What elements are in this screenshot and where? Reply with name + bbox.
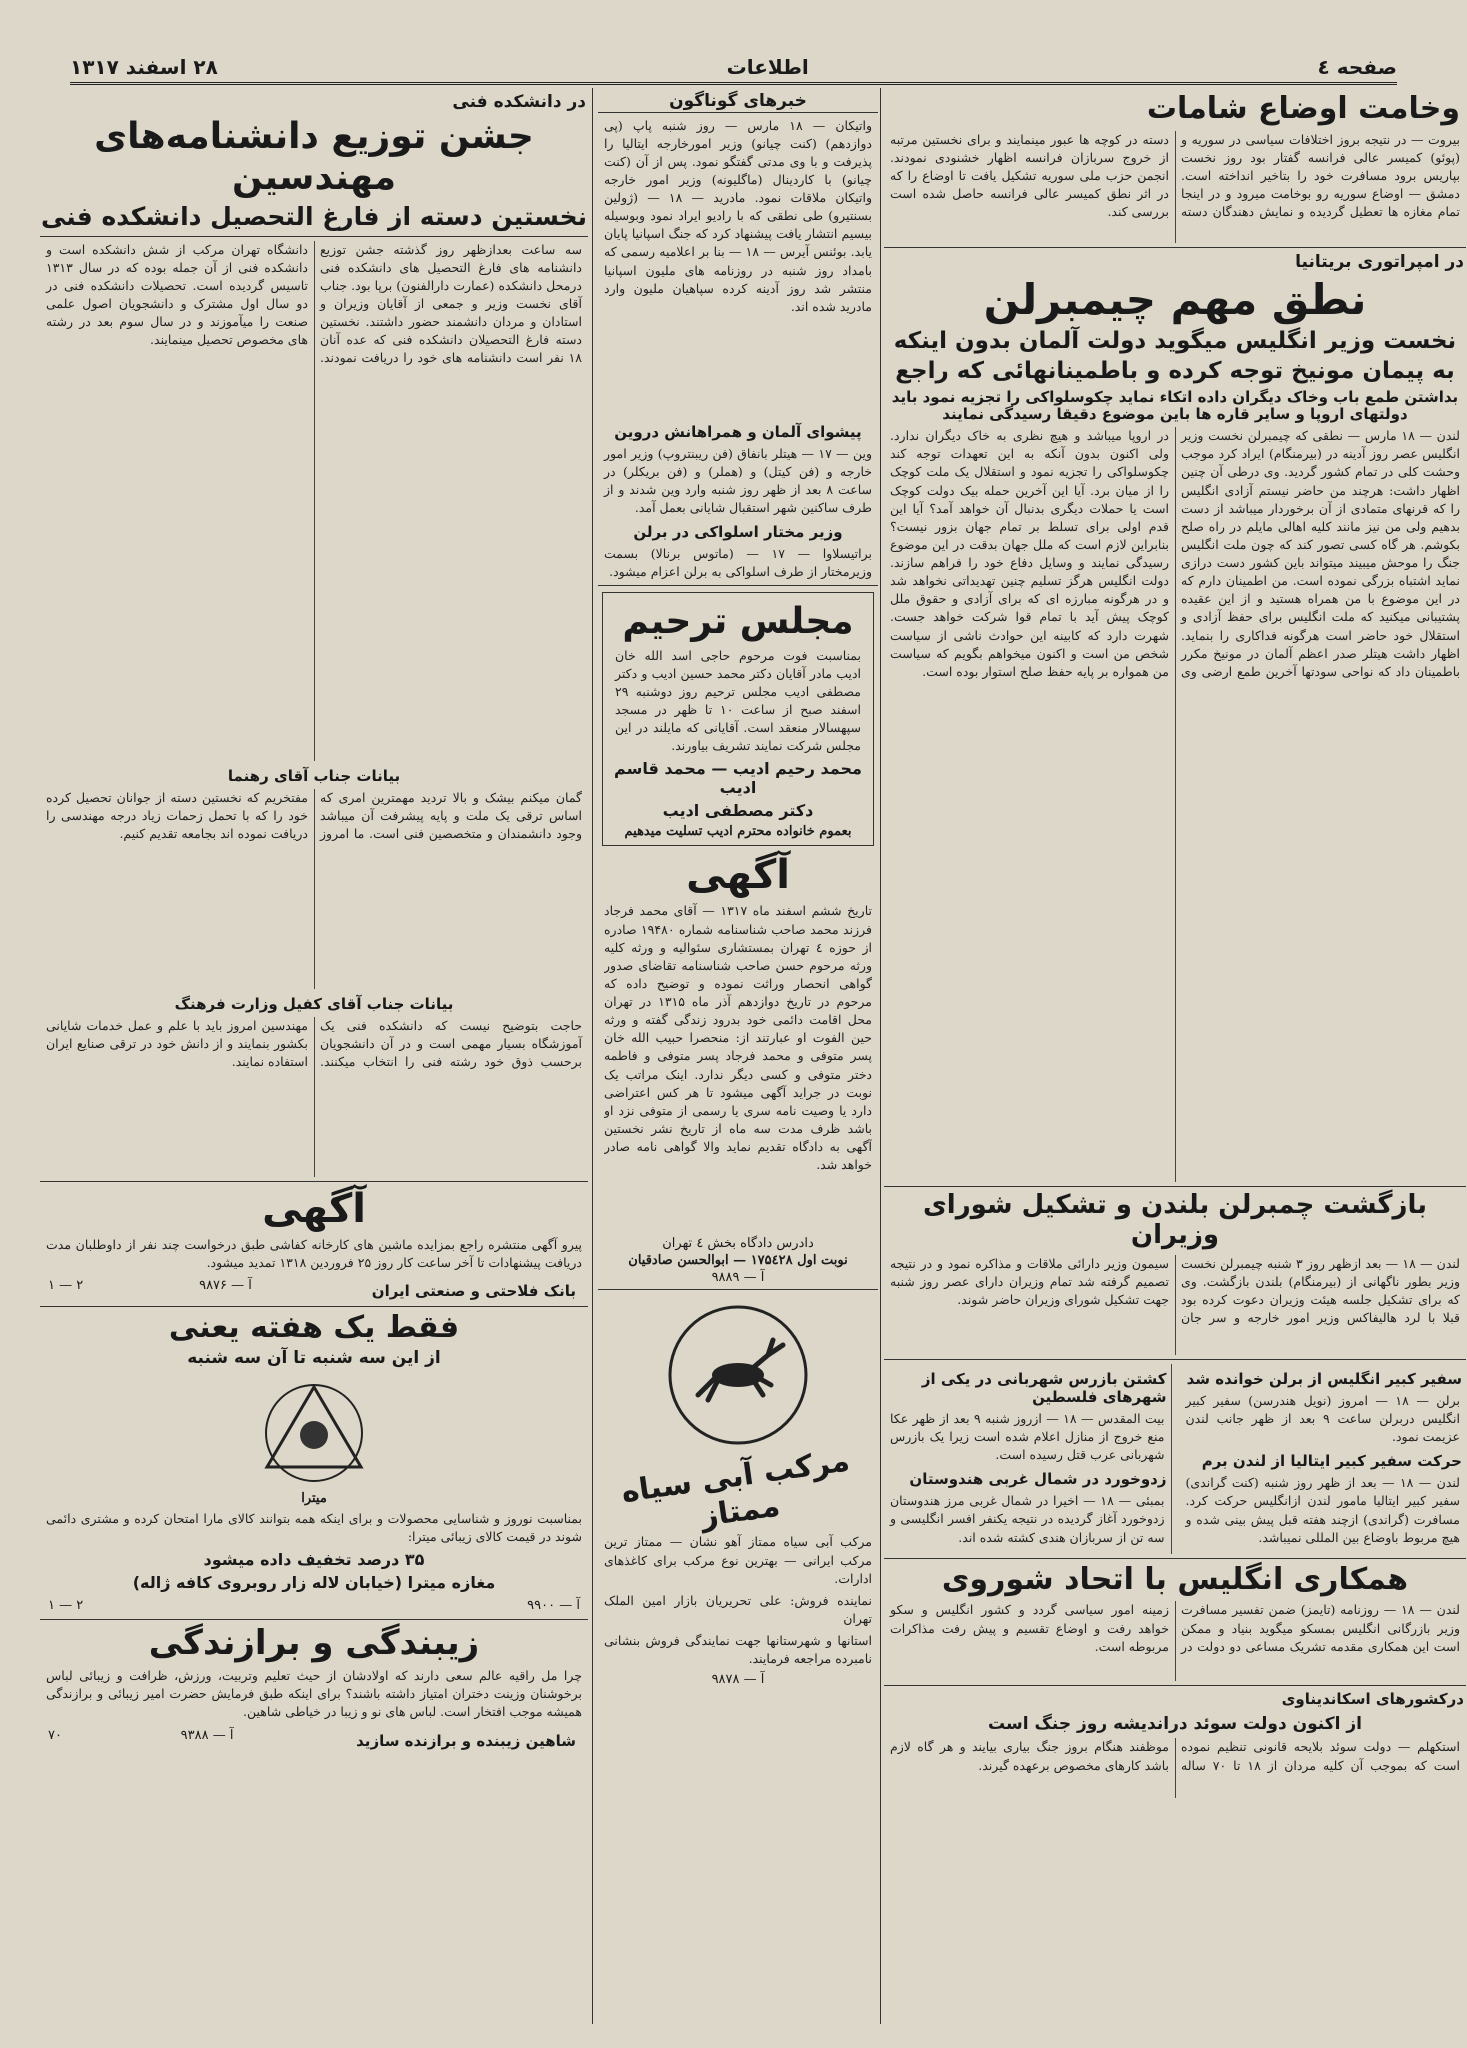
clash-text: بمبئی — ۱۸ — اخیرا در شمال غربی مرز هندوستان زدوخورد آغاز گردیده در نتیجه یکنفر افسر انگلیسی و سه تن از سربازان هندی کشته شده اند. xyxy=(890,1493,1165,1545)
scand-kicker: درکشورهای اسکاندیناوی xyxy=(1281,1690,1464,1709)
mitra-ad-seq: ۲ — ۱ xyxy=(48,1598,84,1614)
slovak-heading: وزیر مختار اسلواکی در برلن xyxy=(633,523,843,542)
mitra-ad-title: فقط یک هفته یعنی xyxy=(168,1309,460,1345)
ceremony-subheading: نخستین دسته از فارغ التحصیل دانشکده فنی xyxy=(40,201,588,231)
italy-heading: حرکت سفیر کبیر ایتالیا از لندن برم xyxy=(1201,1452,1462,1471)
shahin-ad-text: چرا مل راقیه عالم سعی دارند که اولادشان از حیث تعلیم وتربیت، ورزش، ظرافت و زیبائی لباس برخوشنان وزینت دختران امتیاز داشته باشند؟ برای اینکه طبق فرمایش حضرت امیر زیبائی و برازندگی همیشه موجب افتخار است. لباس های نو و زیبا در خیاطی شاهین. xyxy=(46,1668,582,1720)
memorial-text: بمناسبت فوت مرحوم حاجی اسد الله خان ادیب مادر آقایان دکتر محمد حسین ادیب و دکتر مصطفی ادیب مجلس ترحیم روز دوشنبه ۲۹ اسفند صبح از ساعت ۱۰ تا ظهر در مسجد سپهسالار منعقد است. آقایانی که مایلند در این مجلس شرکت نمایند تشریف بیاورند. xyxy=(615,647,861,754)
shahin-ad-seq: ٧٠ xyxy=(48,1727,62,1743)
clash-heading: زدوخورد در شمال غربی هندوستان xyxy=(909,1470,1167,1489)
killing-text: بیت المقدس — ۱۸ — ازروز شنبه ۹ بعد از ظهر عکا منع خروج از منازل اعلام شده است زیرا یک بازرس شهربانی عرب قتل رسیده است. xyxy=(890,1410,1165,1463)
chamberlain-sub1: نخست وزیر انگلیس میگوید دولت آلمان بدون اینکه xyxy=(893,327,1457,354)
mitra-ad-subtitle: از این سه شنبه تا آن سه شنبه xyxy=(187,1348,441,1369)
sweden-text: استکهلم — دولت سوئد بلایحه قانونی تنظیم نموده است که بموجب آن کلیه مردان از ۱۸ تا ۷۰ ساله موظفند هنگام بروز جنگ بیاری بیایند و هر گاه لازم باشد کارهای مخصوص برعهده گیرند. xyxy=(890,1739,1461,1773)
shahin-ad-title: زیبندگی و برازندگی xyxy=(148,1623,480,1664)
ad-contact: نماینده فروش: علی تحریریان بازار امین الملک تهران xyxy=(604,1592,872,1626)
chamberlain-text: لندن — ۱۸ مارس — نطقی که چیمبرلن نخست وزیر انگلیس عصر روز آدینه در (بیرمنگام) ایراد کرد موجب وحشت کلی در تمام کشور گردید. وی درطی آن چنین اظهار داشت: هرچند من حاضر نیستم آزادی انگلیس را که قرنهای متمادی از آن برخوردار میباشد از دست بدهیم ولی من نیز مانند کلیه اهالی مایلم در راه صلح بکوشم. هر گاه کسی تصور کند که چون ملت انگلیس جنگ را موحش میبیند میتواند باین کشور دست درازی نماید اشتباه بزرگی نموده است. من اطمینان دارم که در این موضوع با من همراه هستید و از این عقیده پشتیبانی میکنید که ملت انگلیس برای حفظ آزادی و استقلال خود حاضر است هرگونه فداکاری را بنماید. اظهار داشت هیتلر صدر اعظم آلمان در مونیخ مکرر باطمینان داد که نواحی سودتها آخرین طمع ارضی وی در اروپا میباشد و هیچ نظری به خاک دیگران ندارد. ولی اکنون بدون آنکه به این تعهدات توجه کند چکوسلواکی را تجزیه نمود و استقلال یک ملت کوچک را از میان برد. آیا این آخرین حمله بیک دولت کوچک است یا حملات دیگری بدنبال آن خواهد آمد؟ آیا این قدم اولی برای تسلط بر تمام جهان بزور نیست؟ بنابراین لازم است که ملل جهان بدقت در این موضوع رسیدگی نمایند و وسایل دفاع خود را فراهم سازند. دولت انگلیس هرگز تسلیم چنین تهدیداتی نخواهد شد و در هرگونه مبارزه ای که برای آزادی و حقوق ملل کوچک پیش آید با تمام قوا شرکت خواهد جست. شهرت دارد که کابینه این حوادث ناشی از سیاست شخص من است و اکنون میخواهم بگویم که سیاست من همواره بر پایه حفظ صلح استوار بوده است. xyxy=(890,428,1460,679)
chamberlain-sub3: بداشتن طمع باب وخاک دیگران داده اتکاء نماید چکوسلواکی را تجزیه نمود باید دولتهای اروپا و سایر قاره ها باین موضوع دقیقا رسیدگی نمایند xyxy=(891,387,1459,423)
ad-text: مرکب آبی سیاه ممتاز آهو نشان — ممتاز ترین مرکب ایرانی — بهترین نوع مرکب برای کاغذهای ادارات. xyxy=(604,1534,872,1586)
mitra-ad-shop: مغازه میترا (خیابان لاله زار روبروی کافه ژاله) xyxy=(132,1573,496,1593)
mitra-ad-footer xyxy=(40,1596,588,1615)
memorial-signature: محمد رحیم ادیب — محمد قاسم ادیب xyxy=(614,759,862,798)
news-text: واتیکان — ۱۸ مارس — روز شنبه پاپ (پی دوازدهم) (کنت چیانو) وزیر امورخارجه ایتالیا را پذیرفت و با وی مدتی گفتگو نمود. پس از آن (کنت چیانو) با کاردینال (ماگلیونه) وزیر امور خارجه واتیکان ملاقات نمود. مادرید — ۱۸ — (ژولین بسنتیرو) طی نطقی که با رادیو ایراد نمود وبوسیله بیسیم انتشار یافت پیشنهاد کرد که جنگ اسپانیا پایان یابد. بوئنس آیرس — ۱۸ — بنا بر اعلامیه رسمی که بامداد روز شنبه در روزنامه های ملیون اسپانیا منتشر شد روز آدینه کرده سپاهیان ملیون وارد مادرید شده اند. xyxy=(604,117,872,314)
briefs-right xyxy=(1180,1364,1467,1554)
shahin-ad-code: آ — ۹۳۸۸ xyxy=(180,1727,234,1743)
page-number: صفحه ٤ xyxy=(1317,55,1397,79)
bank-ad-seq: ۲ — ۱ xyxy=(48,1277,84,1293)
speech-text: گمان میکنم بیشک و بالا تردید مهمترین امری که اساس ترقی یک ملت و پایه پیشرفت آن میباشد وجود دانشمندان و متخصصین فنی است. ما امروز مفتخریم که نخستین دسته از جوانان تحصیل کرده خود را که با تحمل زحمات زیاد درجه مهندسی را دریافت نموده اند بجامعه تقدیم کنیم. xyxy=(46,789,582,841)
news-heading: خبرهای گوناگون xyxy=(598,92,878,113)
bank-ad-title: آگهی xyxy=(262,1185,366,1232)
notice-code: آ — ۹۸۸۹ xyxy=(711,1270,765,1286)
memorial-title: مجلس ترحیم xyxy=(622,601,854,643)
minister-text: حاجت بتوضیح نیست که دانشکده فنی یک آموزشگاه بسیار مهمی است و در آن دانشجویان برحسب ذوق خود رشته فنی را انتخاب میکنند. مهندسین امروز باید با علم و عمل خدمات شایانی بکشور بنمایند و از دانش خود در ترقی صنایع ایران استفاده نمایند. xyxy=(46,1017,582,1069)
killing-heading: کشتن بازرس شهربانی در یکی از شهرهای فلسطین xyxy=(921,1369,1167,1406)
ad-note: استانها و شهرستانها جهت نمایندگی فروش بنشانی نامبرده مراجعه فرمایند. xyxy=(604,1633,872,1667)
return-text: لندن — ۱۸ — بعد ازظهر روز ۳ شنبه چیمبرلن نخست وزیر بطور ناگهانی از (بیرمنگام) بلندن بازگشت. وی که برای تشکیل جلسه هیئت وزیران دعوت کرده بود قبلا با لرد هالیفاکس وزیر امور خارجه و سر جان سیمون وزیر دارائی ملاقات و مذاکره نمود و در نتیجه تصمیم گرفته شد تمام وزیران دارای عصر روز شنبه جهت تشکیل شورای وزیران حاضر شوند. xyxy=(890,1255,1460,1326)
mitra-ad-text: بمناسبت نوروز و شناسایی محصولات و برای اینکه همه بتوانند کالای مارا امتحان کرده و مشتری دائمی شوند در قیمت کالای زیبائی میترا: xyxy=(46,1510,582,1544)
right-column xyxy=(884,88,1466,2024)
bank-ad-code: آ — ۹۸۷۶ xyxy=(199,1277,252,1293)
memorial-footer: بعموم خانواده محترم ادیب تسلیت میدهیم xyxy=(624,824,852,840)
shahin-ad-shop: شاهین زیبنده و برازنده سازید xyxy=(356,1731,576,1750)
mitra-triangle-icon xyxy=(249,1375,379,1485)
syria-heading: وخامت اوضاع شامات xyxy=(1146,91,1460,126)
travel-heading: پیشوای آلمان و همراهانش دروین xyxy=(614,422,862,441)
briefs-left xyxy=(884,1364,1172,1554)
coop-text: لندن — ۱۸ — روزنامه (تایمز) ضمن تفسیر مسافرت وزیر بازرگانی انگلیس بمسکو میگوید بنیاد و ممکن است این همکاری مقدمه تشریک مساعی دو دولت در زمینه امور سیاسی گردد و کشور انگلیس و سکو خواهد رفت و اوضاع تقسیم و پیش رفت مذاکرات مربوطه است. xyxy=(890,1602,1460,1654)
minister-heading: بیانات جناب آقای کفیل وزارت فرهنگ xyxy=(174,994,454,1013)
mitra-logo xyxy=(40,1375,588,1485)
ad-brand: مرکب آبی سیاه ممتاز xyxy=(619,1443,852,1535)
travel-text: وین — ۱۷ — هیتلر بانفاق (فن ریبنتروپ) وزیر امور خارجه و (فن کیتل) و (هملر) و (فن بریکلر) در ساعت ۸ بعد از ظهر روز شنبه وارد وین شدند و از طرف ساکنین شهر استقبال شایانی بعمل آمد. xyxy=(604,445,873,515)
memorial-box xyxy=(602,592,874,846)
paper-name: اطلاعات xyxy=(726,55,809,79)
notice-signature-2: نوبت اول ۱۷۵٤۲۸ — ابوالحسن صادقیان xyxy=(628,1253,848,1269)
envoy-text: برلن — ۱۸ — امروز (نویل هندرسن) سفیر کبیر انگلیس دربرلن ساعت ۹ بعد از ظهر جانب لندن عزیمت نمود. xyxy=(1185,1392,1460,1445)
briefs-block xyxy=(884,1364,1466,1554)
chamberlain-heading: نطق مهم چیمبرلن xyxy=(983,274,1367,324)
mitra-logo-text: میترا xyxy=(301,1490,327,1506)
ad-code: آ — ۹۸۷۸ xyxy=(711,1672,765,1688)
bank-ad-org: بانک فلاحتی و صنعتی ایران xyxy=(371,1281,576,1300)
return-heading: بازگشت چمبرلن بلندن و تشکیل شورای وزیران xyxy=(922,1190,1428,1251)
column-rule xyxy=(880,88,881,2024)
coop-heading: همکاری انگلیس با اتحاد شوروی xyxy=(941,1561,1409,1597)
mitra-ad-code: آ — ۹۹۰۰ xyxy=(527,1598,580,1614)
memorial-signature-2: دکتر مصطفی ادیب xyxy=(662,801,814,821)
italy-text: لندن — ۱۸ — بعد از ظهر روز شنبه (کنت گراندی) سفیر کبیر ایتالیا مامور لندن ازانگلیس حرکت کرد. مسافرت (گراندی) ازچند هفته قبل پیش بینی شده و هیچ مربوط باوضاع بین المللی نمیباشد. xyxy=(1185,1475,1460,1545)
bank-ad-text: پیرو آگهی منتشره راجع بمزایده ماشین های کارخانه کفاشی طبق درخواست چند نفر از داوطلبان مدت دریافت پیشنهادات تا آخر ساعت کار روز ۲۵ فروردین ۱۳۱۸ تمدید میشود. xyxy=(46,1236,582,1270)
mitra-ad-offer: ۳۵ درصد تخفیف داده میشود xyxy=(203,1550,425,1570)
speech-heading: بیانات جناب آقای رهنما xyxy=(227,766,401,785)
issue-date: ۲۸ اسفند ۱۳۱۷ xyxy=(70,55,218,79)
chamberlain-sub2: به پیمان مونیخ توجه کرده و باطمینانهائی که راجع xyxy=(895,358,1455,385)
deer-icon xyxy=(653,1300,823,1450)
ceremony-text: سه ساعت بعدازظهر روز گذشته جشن توزیع دانشنامه های فارغ التحصیل های دانشکده فنی درمحل دانشکده (عمارت دارالفنون) برپا بود. جناب آقای نخست وزیر و جمعی از آقایان وزیران و استادان و مردان دانشمند حضور داشتند. نخستین دسته فارغ التحصیلان دانشکده فنی که عده آنان ۱۸ نفر است دانشنامه های خود را دریافت نمودند. دانشگاه تهران مرکب از شش دانشکده است و دانشکده فنی از آن جمله بوده که در سال ۱۳۱۳ تاسیس گردیده است. تحصیلات دانشکده فنی در دو سال اول مشترک و دانشجویان اصول علمی صنعت را میآموزند و در سال سوم بعد در رشته های مخصوص تحصیل مینمایند. xyxy=(46,241,582,366)
sweden-heading: از اکنون دولت سوئد درانديشه روز جنگ است xyxy=(988,1714,1362,1735)
shahin-ad-footer xyxy=(40,1726,588,1752)
masthead xyxy=(70,52,1397,85)
bank-ad-footer xyxy=(40,1276,588,1302)
notice-title: آگهی xyxy=(686,852,790,899)
deer-logo xyxy=(598,1300,878,1450)
slovak-text: براتیسلاوا — ۱۷ — (ماتوس برنالا) بسمت وزیرمختار از طرف اسلواکی به برلن اعزام میشود. xyxy=(604,546,872,580)
britain-kicker: در امپراتوری بریتانیا xyxy=(1295,251,1464,272)
column-rule xyxy=(592,88,593,2024)
faculty-kicker: در دانشکده فنی xyxy=(452,92,586,112)
ceremony-heading: جشن توزیع دانشنامه‌های مهندسین xyxy=(94,116,534,199)
middle-column xyxy=(598,88,878,2024)
notice-signature: دادرس دادگاه بخش ٤ تهران xyxy=(662,1236,814,1252)
envoy-heading: سفیر کبیر انگلیس از برلن خوانده شد xyxy=(1186,1369,1462,1388)
left-column xyxy=(40,88,588,2024)
notice-text: تاریخ ششم اسفند ماه ۱۳۱۷ — آقای محمد فرجاد فرزند محمد صاحب شناسنامه شماره ۱۹۴۸۰ صادره از حوزه ٤ تهران بمستشاری سئوالیه و ورثه کلیه ورثه مرحوم حسن صاحب شناسنامه تقاضای صدور گواهی انحصار وراثت نموده و توضیح داده که مرحوم در تاریخ دوازدهم آذر ماه ۱۳۱۵ در تهران محل اقامت دائمی خود بدرود زندگی گفته و ورثه حین الفوت او عبارتند از: منحصرا حبیب الله خان پسر متوفی و محمد فرجاد پسر متوفی و فاطمه دختر متوفی و کسی دیگر ندارد. اینک مراتب یک نوبت در جراید آگهی میشود تا هر کس اعتراضی دارد یا وصیت نامه سری یا رسمی از متوفی نزد او باشد ظرف مدت سه ماه از تاریخ نشر نخستین آگهی به دادگاه تقدیم نماید والا گواهی نامه صادر خواهد شد. xyxy=(604,903,872,1173)
syria-text: بیروت — در نتیجه بروز اختلافات سیاسی در سوریه و (پوئو) کمیسر عالی فرانسه گفتار بود روز نخست بپاریس برود مسافرت خود را بتاخیر انداخته است. دمشق — اوضاع سوریه رو بوخامت میرود و در اینجا تمام مغازه ها تعطیل گردیده و نمایش دهندگان دسته دسته در کوچه ها عبور مینمایند و برای نخستین مرتبه از خروج سربازان فرانسه اظهار خشنودی نمودند. انجمن حزب ملی سوریه تشکیل یافت تا اوضاع را که در اثر نطق کمیسر عالی فرانسه حاصل شده است بررسی کند. xyxy=(890,131,1460,219)
